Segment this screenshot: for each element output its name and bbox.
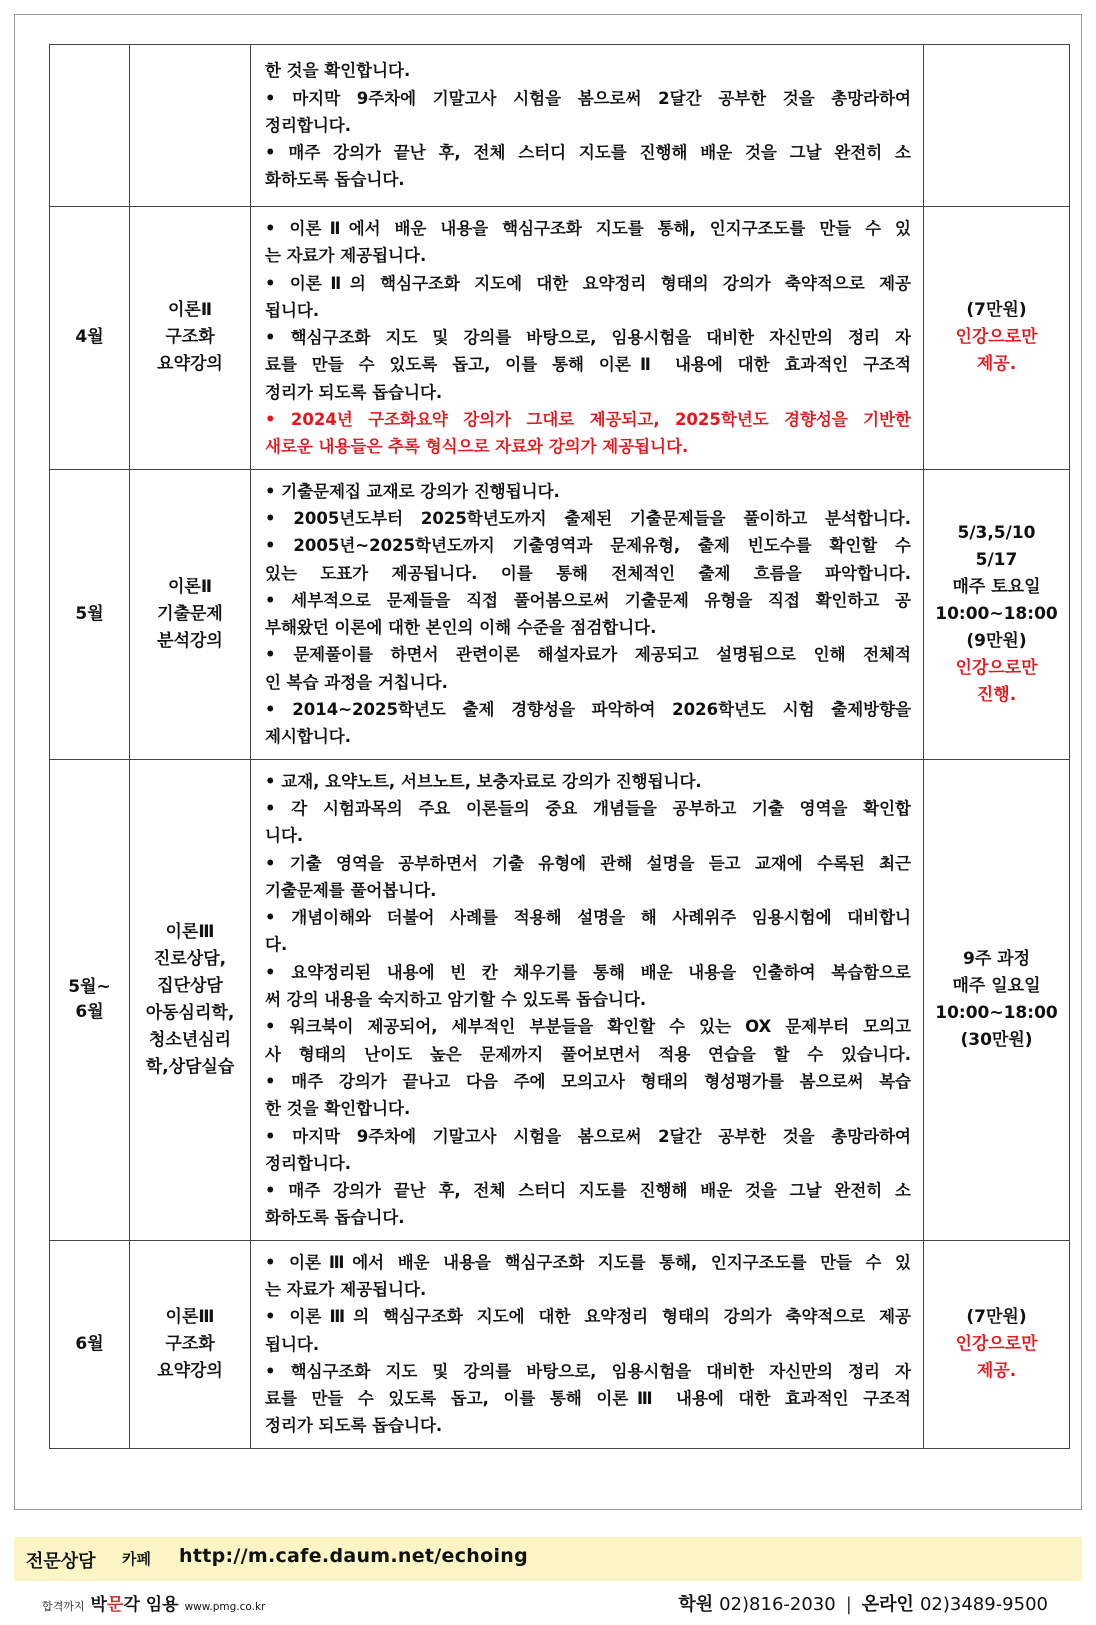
description-cell [251,1240,924,1448]
description-line: 부해왔던 이론에 대한 본인의 이해 수준을 점검합니다. [265,618,657,638]
price-line: 매주 토요일 [952,576,1041,597]
description-line: • 마지막 9주차에 기말고사 시험을 봄으로써 2달간 공부한 것을 총망라하여 [265,1126,911,1146]
description-line: • 2005년~2025학년도까지 기출영역과 문제유형, 출제 빈도수를 확인할 수 [265,536,911,556]
subject-cell [130,45,251,207]
description-line: 화하도록 돕습니다. [265,1208,405,1228]
subject-line: 이론Ⅲ [165,921,215,942]
description-line: • 이론Ⅱ의 핵심구조화 지도에 대한 요약정리 형태의 강의가 축약적으로 제공 [265,273,911,293]
price-line: 인강으로만 [955,327,1038,348]
month-text: 5월~ [68,976,111,997]
description-line: 한 것을 확인합니다. [265,61,411,81]
description-line: • 2024년 구조화요약 강의가 그대로 제공되고, 2025학년도 경향성을 기반한 [265,410,911,430]
description-line: 료를 만들 수 있도록 돕고, 이를 통해 이론Ⅲ 내용에 대한 효과적인 구조적 [265,1389,911,1409]
contact-separator: | [845,1594,852,1615]
description-line: 됩니다. [265,300,320,320]
subject-line: 이론Ⅲ [165,1306,215,1327]
description-line: 기출문제를 풀어봅니다. [265,880,437,900]
subject-line: 구조화 [165,1333,215,1354]
schedule-table [49,44,1070,1449]
subject-line: 이론Ⅱ [167,300,213,321]
description-line: • 기출문제집 교재로 강의가 진행됩니다. [265,481,560,501]
subject-cell [130,469,251,759]
month-cell [50,45,130,207]
month-text: 6월 [75,1333,104,1354]
consult-label: 전문상담 [26,1551,96,1572]
description-line: • 각 시험과목의 주요 이론들의 중요 개념들을 공부하고 기출 영역을 확인합 [265,798,911,818]
schedule-row [50,45,1070,207]
brand-name: 박문각 임용 [90,1595,179,1615]
price-line: 인강으로만 [955,1333,1038,1354]
price-line: 5/3,5/10 [957,522,1036,543]
month-text: 5월 [75,603,104,624]
description-line: • 이론Ⅲ의 핵심구조화 지도에 대한 요약정리 형태의 강의가 축약적으로 제공 [265,1307,911,1327]
description-cell [251,207,924,470]
description-line: 화하도록 돕습니다. [265,170,405,190]
month-text: 6월 [75,1001,104,1022]
month-cell [50,207,130,470]
description-line: • 2014~2025학년도 출제 경향성을 파악하여 2026학년도 시험 출제방향을 [265,700,911,720]
schedule-row [50,207,1070,470]
subject-line: 진로상담, [153,948,227,969]
description-line: • 마지막 9주차에 기말고사 시험을 봄으로써 2달간 공부한 것을 총망라하여 [265,88,911,108]
description-cell [251,759,924,1240]
description-line: 정리가 되도록 돕습니다. [265,382,443,402]
academy-label: 학원 [678,1594,714,1615]
description-line: • 요약정리된 내용에 빈 칸 채우기를 통해 배운 내용을 인출하여 복습함으로 [265,962,911,982]
description-line: • 핵심구조화 지도 및 강의를 바탕으로, 임용시험을 대비한 자신만의 정리 자 [265,328,911,348]
brand-logo [42,1590,265,1616]
description-line: • 매주 강의가 끝난 후, 전체 스터디 지도를 진행해 배운 것을 그날 완전히 소 [265,143,911,163]
subject-line: 학,상담실습 [145,1056,235,1077]
schedule-price-cell [924,469,1070,759]
subject-line: 청소년심리 [148,1029,232,1050]
online-label: 온라인 [861,1594,914,1615]
price-line: 인강으로만 [955,657,1038,678]
schedule-row [50,1240,1070,1448]
schedule-price-cell [924,1240,1070,1448]
schedule-price-cell [924,45,1070,207]
description-line: • 2005년도부터 2025학년도까지 출제된 기출문제들을 풀이하고 분석합니다. [265,508,911,528]
description-line: 인 복습 과정을 거칩니다. [265,672,448,692]
description-line: • 매주 강의가 끝난 후, 전체 스터디 지도를 진행해 배운 것을 그날 완전히 소 [265,1181,911,1201]
description-line: 정리합니다. [265,1153,351,1173]
description-line: 한 것을 확인합니다. [265,1099,411,1119]
description-line: 니다. [265,826,304,846]
description-line: • 교재, 요약노트, 서브노트, 보충자료로 강의가 진행됩니다. [265,771,702,791]
cafe-label: 카페 [122,1550,151,1568]
cafe-url-link[interactable]: http://m.cafe.daum.net/echoing [179,1545,529,1567]
description-line: • 세부적으로 문제들을 직접 풀어봄으로써 기출문제 유형을 직접 확인하고 공 [265,590,911,610]
price-line: (30만원) [960,1029,1033,1050]
description-line: • 핵심구조화 지도 및 강의를 바탕으로, 임용시험을 대비한 자신만의 정리 자 [265,1361,911,1381]
month-cell [50,759,130,1240]
price-line: 10:00~18:00 [935,603,1058,624]
schedule-row [50,469,1070,759]
price-line: 진행. [976,684,1017,705]
description-line: 료를 만들 수 있도록 돕고, 이를 통해 이론Ⅱ 내용에 대한 효과적인 구조적 [265,355,911,375]
description-line: • 기출 영역을 공부하면서 기출 유형에 관해 설명을 듣고 교재에 수록된 최근 [265,853,911,873]
price-line: 9주 과정 [962,948,1030,969]
price-line: (9만원) [966,630,1027,651]
description-line: 정리가 되도록 돕습니다. [265,1416,443,1436]
description-line: • 문제풀이를 하면서 관련이론 해설자료가 제공되고 설명됨으로 인해 전체적 [265,645,911,665]
subject-line: 요약강의 [157,354,223,375]
price-line: 제공. [976,354,1017,375]
description-line: • 개념이해와 더불어 사례를 적용해 설명을 해 사례위주 임용시험에 대비합니 [265,908,911,928]
schedule-price-cell [924,207,1070,470]
description-line: 됩니다. [265,1334,320,1354]
consult-bar [14,1537,1082,1581]
month-text: 4월 [75,327,104,348]
subject-line: 분석강의 [157,630,223,651]
description-line: • 워크북이 제공되어, 세부적인 부분들을 확인할 수 있는 OX 문제부터 모의고 [265,1017,911,1037]
price-line: 5/17 [975,549,1018,570]
online-phone: 02)3489-9500 [919,1594,1048,1615]
subject-cell [130,1240,251,1448]
description-line: 는 자료가 제공됩니다. [265,246,427,266]
price-line: 10:00~18:00 [935,1002,1058,1023]
subject-line: 기출문제 [157,603,223,624]
price-line: 매주 일요일 [952,975,1041,996]
month-cell [50,1240,130,1448]
subject-line: 아동심리학, [145,1002,235,1023]
schedule-price-cell [924,759,1070,1240]
description-line: • 이론Ⅱ에서 배운 내용을 핵심구조화 지도를 통해, 인지구조도를 만들 수 있 [265,219,911,238]
subject-line: 집단상담 [157,975,223,996]
description-line: 있는 도표가 제공됩니다. 이를 통해 전체적인 출제 흐름을 파악합니다. [265,563,911,583]
description-line: • 매주 강의가 끝나고 다음 주에 모의고사 형태의 형성평가를 봄으로써 복습 [265,1071,911,1091]
academy-phone: 02)816-2030 [719,1594,836,1615]
brand-tag: 합격까지 [42,1600,85,1613]
month-cell [50,469,130,759]
description-line: 사 형태의 난이도 높은 문제까지 풀어보면서 적용 연습을 할 수 있습니다. [265,1044,911,1064]
description-line: 새로운 내용들은 추록 형식으로 자료와 강의가 제공됩니다. [265,437,689,457]
description-line: • 이론Ⅲ에서 배운 내용을 핵심구조화 지도를 통해, 인지구조도를 만들 수 있 [265,1252,911,1272]
subject-line: 구조화 [165,327,215,348]
description-line: 정리합니다. [265,115,351,135]
schedule-row [50,759,1070,1240]
description-line: 는 자료가 제공됩니다. [265,1279,427,1299]
contact-info [678,1590,1048,1616]
subject-cell [130,759,251,1240]
price-line: (7만원) [966,1306,1027,1327]
subject-cell [130,207,251,470]
brand-site-link[interactable]: www.pmg.co.kr [184,1601,266,1613]
description-line: 다. [265,935,288,955]
description-line: 제시합니다. [265,727,351,747]
description-cell [251,45,924,207]
price-line: 제공. [976,1360,1017,1381]
price-line: (7만원) [966,300,1027,321]
description-line: 써 강의 내용을 숙지하고 암기할 수 있도록 돕습니다. [265,990,647,1010]
subject-line: 요약강의 [157,1360,223,1381]
subject-line: 이론Ⅱ [167,576,213,597]
description-cell [251,469,924,759]
